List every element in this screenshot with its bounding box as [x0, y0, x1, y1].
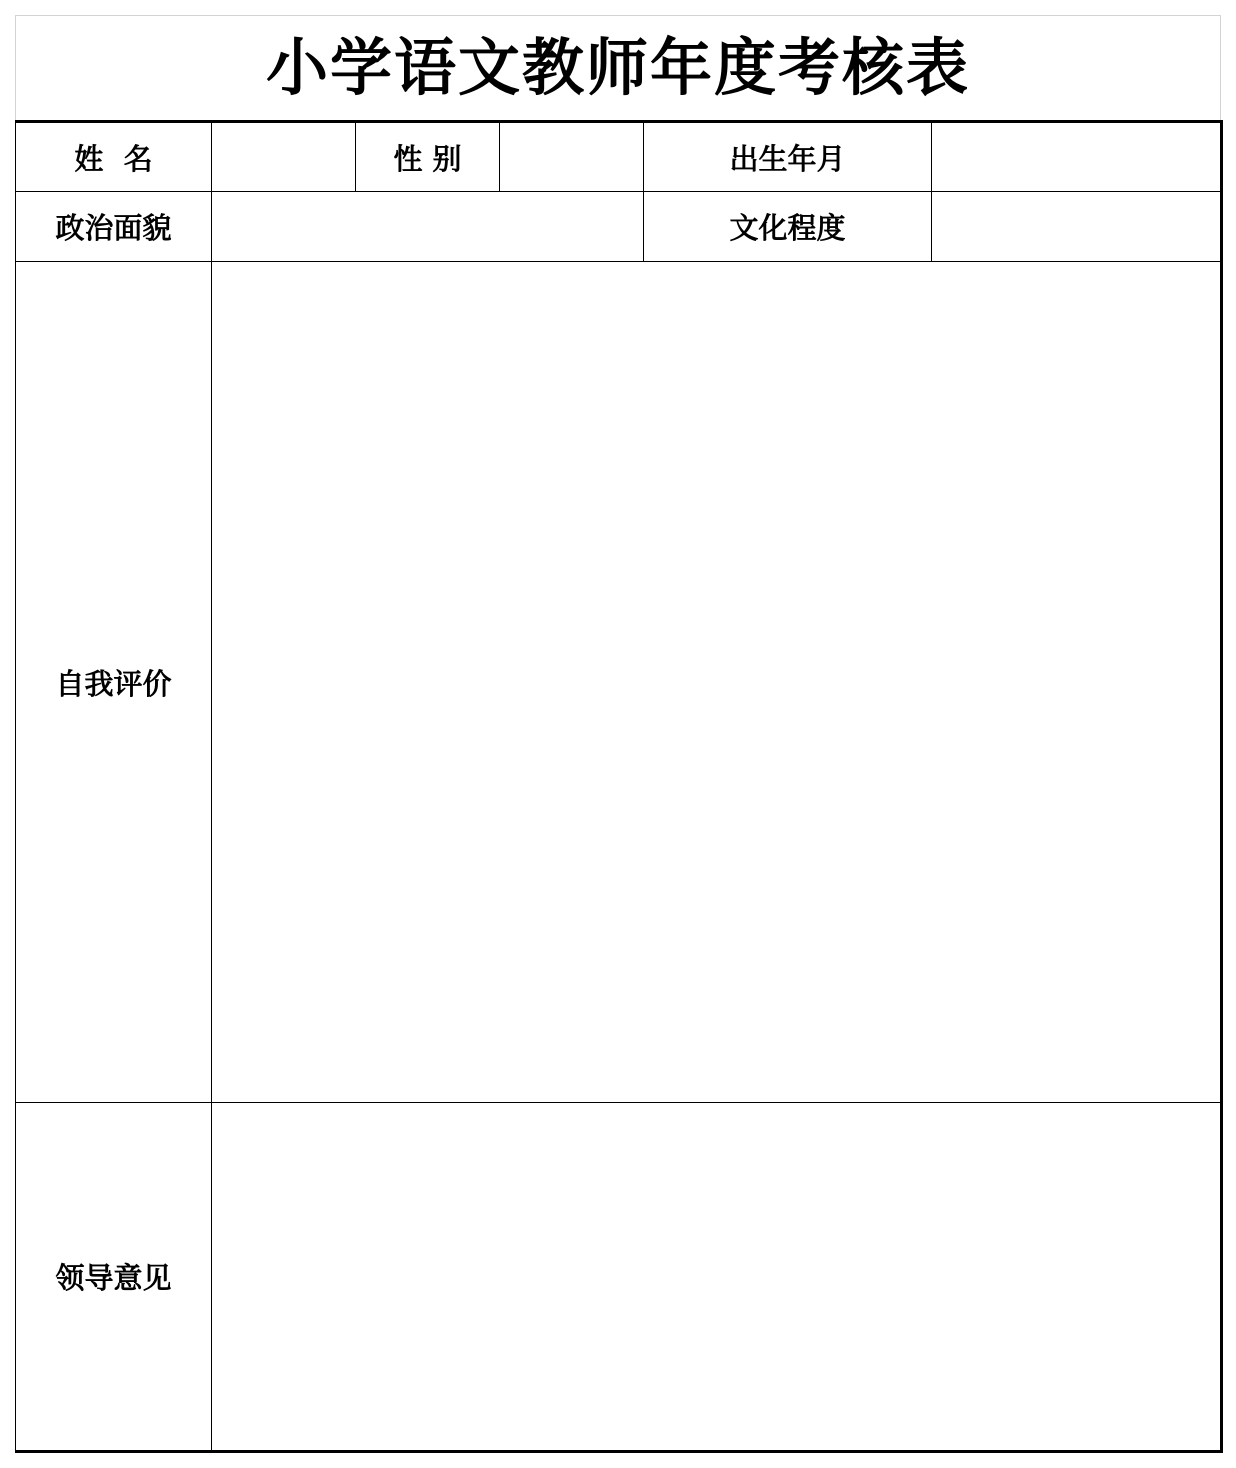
- name-label: 姓 名: [74, 141, 153, 176]
- leader-label: 领导意见: [55, 1261, 172, 1296]
- political-value-cell[interactable]: [212, 192, 644, 262]
- title-row: [15, 15, 1221, 120]
- form-row-basic-info: [16, 122, 1222, 192]
- education-value-cell[interactable]: [932, 192, 1222, 262]
- assessment-form-table: [15, 120, 1223, 1453]
- gender-label-cell: [356, 122, 500, 192]
- page-title: 小学语文教师年度考核表: [265, 31, 970, 104]
- birth-value-cell[interactable]: [932, 122, 1222, 192]
- leader-value-cell[interactable]: [212, 1103, 1222, 1452]
- gender-value-cell[interactable]: [500, 122, 644, 192]
- form-row-background: [16, 192, 1222, 262]
- birth-label-cell: [644, 122, 932, 192]
- education-label: 文化程度: [729, 211, 846, 246]
- self-eval-label-cell: [16, 262, 212, 1103]
- self-eval-value-cell[interactable]: [212, 262, 1222, 1103]
- political-label: 政治面貌: [55, 211, 172, 246]
- self-eval-label: 自我评价: [55, 666, 172, 701]
- assessment-sheet: [15, 15, 1221, 1453]
- name-label-cell: [16, 122, 212, 192]
- name-value-cell[interactable]: [212, 122, 356, 192]
- gender-label: 性 别: [393, 141, 462, 176]
- form-row-leader-opinion: [16, 1103, 1222, 1452]
- leader-label-cell: [16, 1103, 212, 1452]
- political-label-cell: [16, 192, 212, 262]
- education-label-cell: [644, 192, 932, 262]
- form-row-self-evaluation: [16, 262, 1222, 1103]
- birth-label: 出生年月: [729, 141, 846, 176]
